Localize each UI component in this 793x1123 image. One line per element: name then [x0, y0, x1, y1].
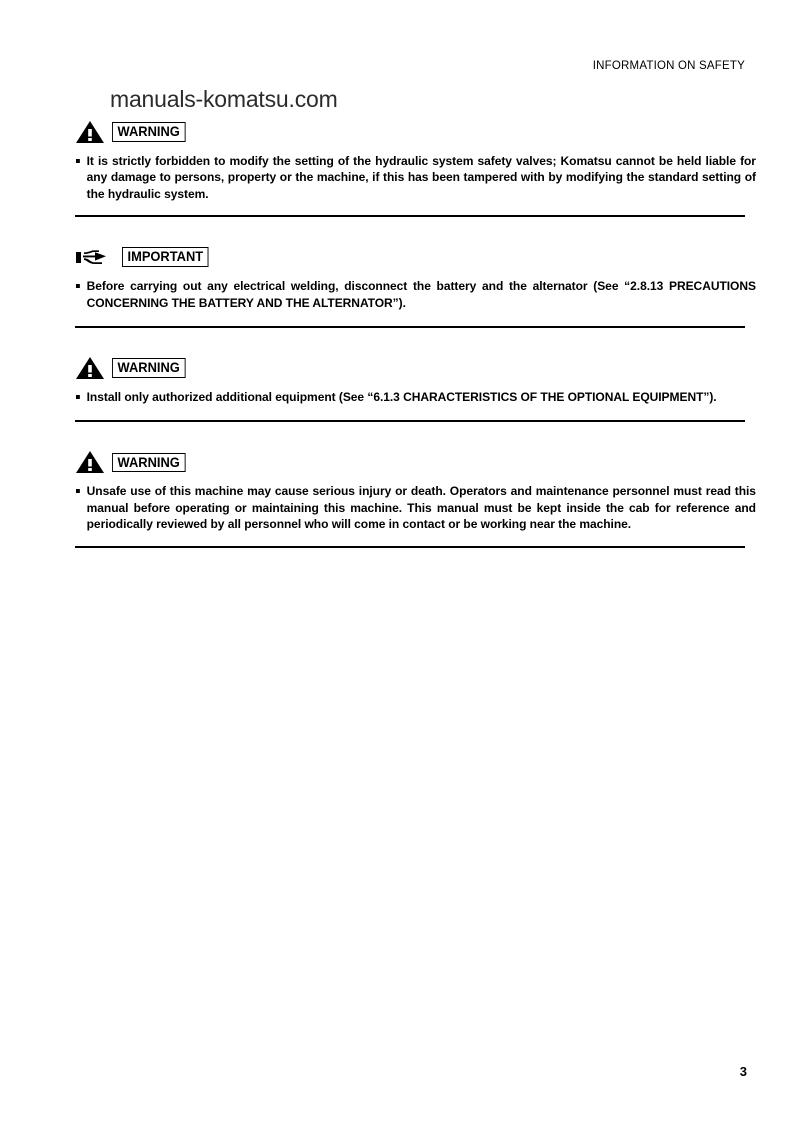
safety-label: WARNING — [112, 122, 185, 142]
page-number: 3 — [739, 1064, 747, 1079]
bullet-marker — [76, 284, 80, 288]
warning-triangle-icon — [75, 356, 105, 380]
section-divider — [75, 546, 745, 548]
warning-triangle-icon — [75, 120, 105, 144]
safety-label: WARNING — [112, 358, 185, 378]
safety-text-content: Install only authorized additional equipment (See “6.1.3 CHARACTERISTICS OF THE OPTIONAL EQUIPMENT”). — [86, 390, 717, 405]
safety-label-row — [75, 120, 745, 144]
safety-block — [75, 120, 756, 217]
bullet-marker — [76, 159, 80, 163]
bullet-marker — [76, 489, 80, 493]
safety-text — [75, 278, 756, 311]
section-divider — [75, 215, 745, 217]
pointing-hand-icon — [75, 247, 115, 267]
safety-text-content: Unsafe use of this machine may cause serious injury or death. Operators and maintenance personnel must read this manual before operating or maintaining this machine. This manual must be kept inside the cab for reference and periodically reviewed by all personnel who will come in contact or be working near the machine. — [86, 484, 756, 532]
safety-label-row — [75, 245, 745, 269]
safety-text — [75, 389, 756, 405]
safety-block — [75, 450, 756, 547]
safety-block — [75, 245, 756, 328]
safety-label-row — [75, 356, 745, 380]
safety-label: IMPORTANT — [122, 247, 209, 267]
safety-text-content: Before carrying out any electrical welding, disconnect the battery and the alternator (See “2.8.13 PRECAUTIONS CONCERNING THE BATTERY AND THE ALTERNATOR”). — [86, 279, 756, 310]
section-divider — [75, 326, 745, 328]
safety-text — [75, 483, 756, 532]
safety-label-row — [75, 450, 745, 474]
watermark-text: manuals-komatsu.com — [110, 86, 338, 112]
safety-block — [75, 356, 745, 422]
safety-text-content: It is strictly forbidden to modify the setting of the hydraulic system safety valves; Komatsu cannot be held liable for any damage to persons, property or the machine, if this has been tampered with by modifying the standard setting of the hydraulic system. — [86, 154, 756, 201]
page-header: INFORMATION ON SAFETY — [592, 60, 745, 72]
safety-text — [75, 153, 756, 202]
bullet-marker — [76, 395, 80, 399]
safety-label: WARNING — [112, 453, 185, 473]
warning-triangle-icon — [75, 450, 105, 474]
safety-notice-list — [75, 120, 756, 548]
section-divider — [75, 420, 745, 422]
